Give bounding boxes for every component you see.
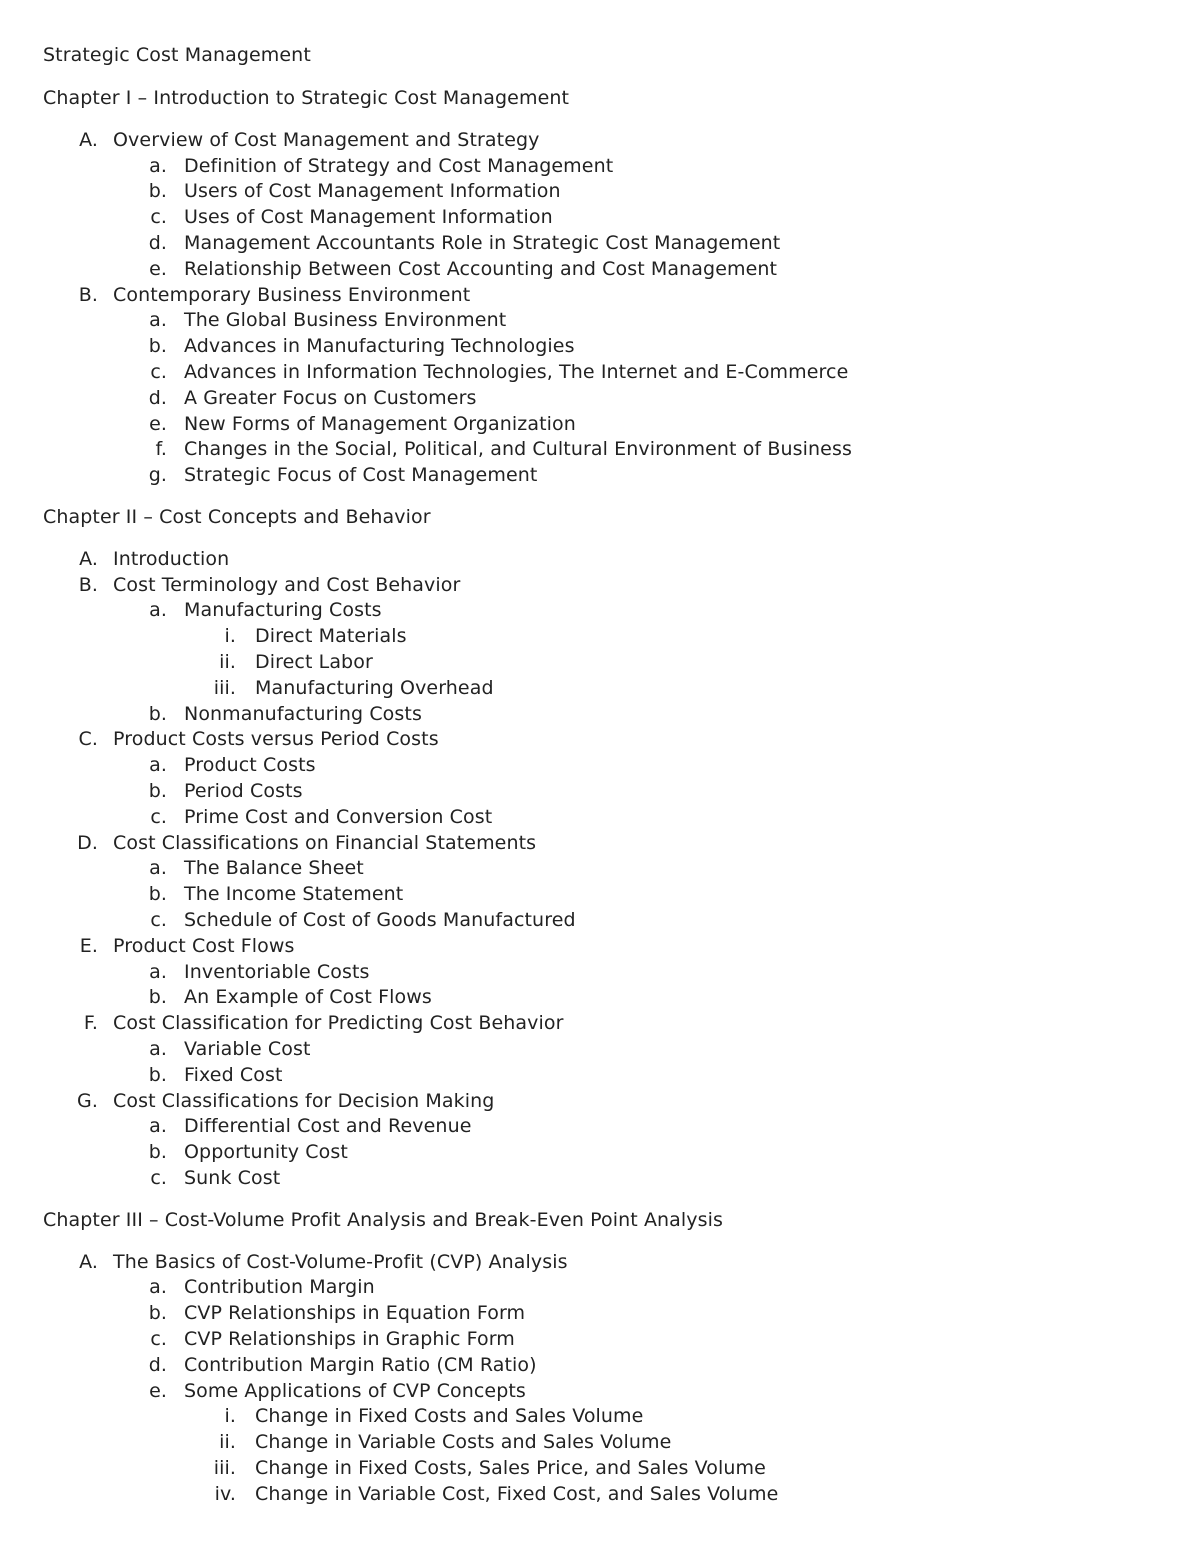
list-item-text: Cost Classifications for Decision Making	[113, 1090, 495, 1112]
list-marker: b.	[148, 1302, 167, 1324]
list-marker: e.	[149, 1380, 167, 1402]
list-marker: a.	[149, 1038, 167, 1060]
list-marker: b.	[148, 180, 167, 202]
list-marker: i.	[224, 625, 236, 647]
list-item-text: Sunk Cost	[184, 1167, 281, 1189]
list-marker: E.	[79, 935, 98, 957]
list-item-text: Variable Cost	[184, 1038, 311, 1060]
list-item-text: An Example of Cost Flows	[184, 986, 432, 1008]
list-item-text: CVP Relationships in Equation Form	[184, 1302, 526, 1324]
list-marker: D.	[77, 832, 98, 854]
list-marker: C.	[78, 728, 98, 750]
list-marker: b.	[148, 883, 167, 905]
list-item-text: Product Cost Flows	[113, 935, 295, 957]
list-marker: a.	[149, 155, 167, 177]
list-marker: a.	[149, 599, 167, 621]
list-item-text: Inventoriable Costs	[184, 961, 370, 983]
list-marker: b.	[148, 335, 167, 357]
list-marker: a.	[149, 857, 167, 879]
list-item-text: Schedule of Cost of Goods Manufactured	[184, 909, 576, 931]
list-item-text: The Balance Sheet	[184, 857, 364, 879]
list-item-text: Change in Variable Cost, Fixed Cost, and Sales Volume	[255, 1483, 779, 1505]
chapter-heading-text: Chapter II – Cost Concepts and Behavior	[43, 506, 431, 528]
list-item-text: Change in Fixed Costs and Sales Volume	[255, 1405, 644, 1427]
list-marker: A.	[79, 548, 98, 570]
list-marker: f.	[155, 438, 167, 460]
list-item-text: Changes in the Social, Political, and Cultural Environment of Business	[184, 438, 852, 460]
list-marker: iv.	[214, 1483, 236, 1505]
list-item-text: Nonmanufacturing Costs	[184, 703, 422, 725]
list-marker: c.	[150, 1167, 167, 1189]
list-item-text: Prime Cost and Conversion Cost	[184, 806, 493, 828]
list-marker: a.	[149, 1115, 167, 1137]
document-title: Strategic Cost Management	[43, 44, 311, 66]
list-marker: c.	[150, 361, 167, 383]
list-item-text: Advances in Information Technologies, The Internet and E-Commerce	[184, 361, 849, 383]
list-marker: i.	[224, 1405, 236, 1427]
list-item-text: Fixed Cost	[184, 1064, 283, 1086]
list-item-text: Management Accountants Role in Strategic Cost Management	[184, 232, 781, 254]
list-marker: iii.	[213, 1457, 236, 1479]
list-item-text: Product Costs	[184, 754, 316, 776]
list-marker: ii.	[219, 651, 236, 673]
list-marker: a.	[149, 1276, 167, 1298]
list-item-text: Contemporary Business Environment	[113, 284, 471, 306]
list-marker: b.	[148, 986, 167, 1008]
list-item-text: Some Applications of CVP Concepts	[184, 1380, 526, 1402]
list-item-text: The Basics of Cost-Volume-Profit (CVP) Analysis	[113, 1251, 568, 1273]
chapter-heading-text: Chapter III – Cost-Volume Profit Analysis and Break-Even Point Analysis	[43, 1209, 724, 1231]
list-marker: c.	[150, 206, 167, 228]
list-item-text: Relationship Between Cost Accounting and Cost Management	[184, 258, 778, 280]
list-marker: c.	[150, 806, 167, 828]
list-marker: a.	[149, 961, 167, 983]
list-marker: d.	[148, 232, 167, 254]
list-marker: A.	[79, 129, 98, 151]
list-item-text: Cost Terminology and Cost Behavior	[113, 574, 461, 596]
list-item-text: Users of Cost Management Information	[184, 180, 561, 202]
list-item-text: Definition of Strategy and Cost Management	[184, 155, 614, 177]
list-item-text: Direct Materials	[255, 625, 407, 647]
list-item-text: Differential Cost and Revenue	[184, 1115, 472, 1137]
list-marker: iii.	[213, 677, 236, 699]
list-item-text: Strategic Focus of Cost Management	[184, 464, 538, 486]
chapter-heading-text: Chapter I – Introduction to Strategic Cost Management	[43, 87, 570, 109]
list-marker: c.	[150, 909, 167, 931]
list-item-text: A Greater Focus on Customers	[184, 387, 477, 409]
list-item-text: Uses of Cost Management Information	[184, 206, 553, 228]
list-item-text: Change in Fixed Costs, Sales Price, and Sales Volume	[255, 1457, 766, 1479]
list-marker: d.	[148, 1354, 167, 1376]
list-item-text: Overview of Cost Management and Strategy	[113, 129, 540, 151]
list-marker: F.	[83, 1012, 98, 1034]
list-item-text: Direct Labor	[255, 651, 373, 673]
list-marker: e.	[149, 258, 167, 280]
list-item-text: Advances in Manufacturing Technologies	[184, 335, 575, 357]
list-item-text: Contribution Margin	[184, 1276, 375, 1298]
list-item-text: Manufacturing Costs	[184, 599, 382, 621]
list-item-text: Cost Classifications on Financial Statements	[113, 832, 537, 854]
list-marker: b.	[148, 1064, 167, 1086]
list-item-text: Manufacturing Overhead	[255, 677, 494, 699]
list-marker: B.	[78, 284, 98, 306]
list-marker: d.	[148, 387, 167, 409]
list-item-text: CVP Relationships in Graphic Form	[184, 1328, 515, 1350]
list-item-text: Change in Variable Costs and Sales Volume	[255, 1431, 672, 1453]
list-marker: G.	[77, 1090, 98, 1112]
list-marker: b.	[148, 780, 167, 802]
list-marker: c.	[150, 1328, 167, 1350]
list-marker: b.	[148, 1141, 167, 1163]
list-marker: b.	[148, 703, 167, 725]
list-marker: B.	[78, 574, 98, 596]
list-marker: A.	[79, 1251, 98, 1273]
list-item-text: New Forms of Management Organization	[184, 413, 576, 435]
list-marker: g.	[148, 464, 167, 486]
list-item-text: The Global Business Environment	[184, 309, 507, 331]
list-item-text: Period Costs	[184, 780, 303, 802]
list-marker: ii.	[219, 1431, 236, 1453]
list-item-text: Contribution Margin Ratio (CM Ratio)	[184, 1354, 537, 1376]
list-item-text: Product Costs versus Period Costs	[113, 728, 439, 750]
list-item-text: The Income Statement	[184, 883, 404, 905]
list-marker: a.	[149, 754, 167, 776]
list-item-text: Introduction	[113, 548, 230, 570]
list-marker: e.	[149, 413, 167, 435]
list-item-text: Opportunity Cost	[184, 1141, 348, 1163]
list-item-text: Cost Classification for Predicting Cost Behavior	[113, 1012, 564, 1034]
list-marker: a.	[149, 309, 167, 331]
